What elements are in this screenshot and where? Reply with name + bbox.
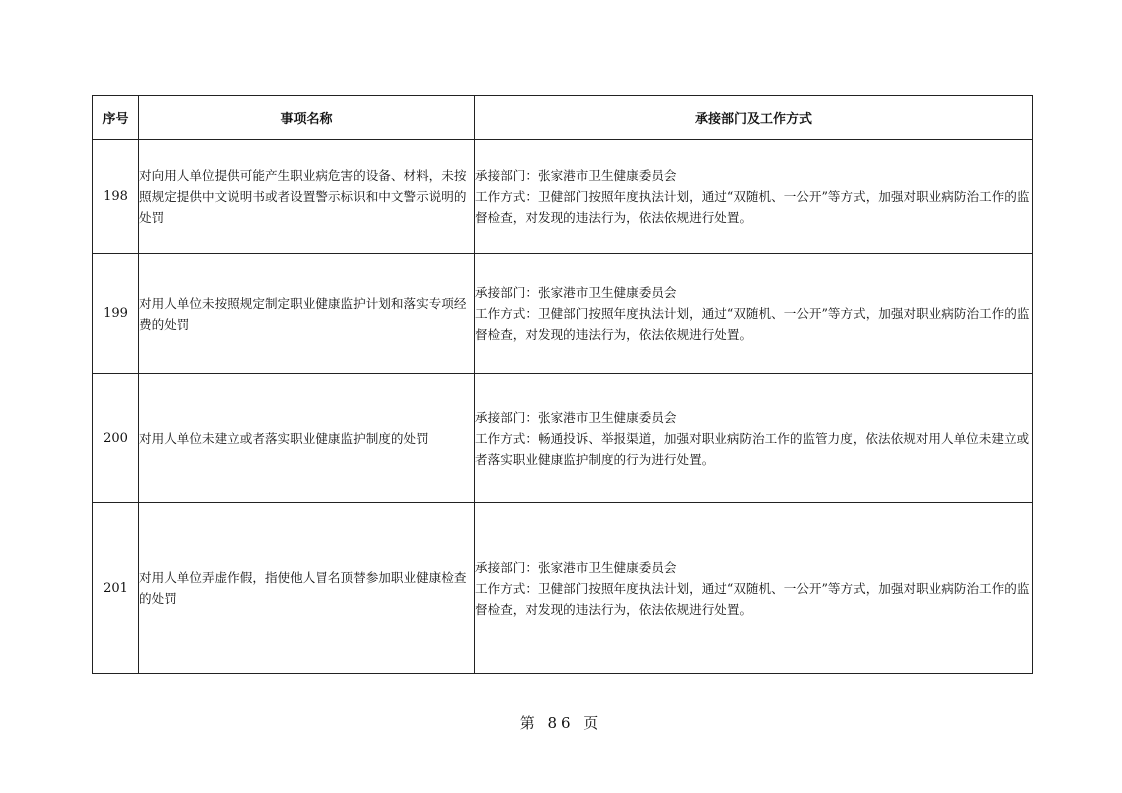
department-method-cell bbox=[475, 374, 1033, 503]
department-method-cell bbox=[475, 140, 1033, 254]
item-name: 对用人单位弄虚作假，指使他人冒名顶替参加职业健康检查的处罚 bbox=[139, 503, 475, 674]
department: 承接部门：张家港市卫生健康委员会 bbox=[475, 409, 677, 425]
department: 承接部门：张家港市卫生健康委员会 bbox=[475, 559, 677, 575]
department-method-cell bbox=[475, 254, 1033, 374]
work-method: 工作方式：卫健部门按照年度执法计划，通过“双随机、一公开”等方式，加强对职业病防治工作的监督检查，对发现的违法行为，依法依规进行处置。 bbox=[475, 580, 1030, 617]
row-number: 198 bbox=[93, 140, 139, 254]
department-method-cell bbox=[475, 503, 1033, 674]
table-row bbox=[93, 254, 1033, 374]
work-method: 工作方式：卫健部门按照年度执法计划，通过“双随机、一公开”等方式，加强对职业病防治工作的监督检查，对发现的违法行为，依法依规进行处置。 bbox=[475, 189, 1030, 225]
table-header-row bbox=[93, 96, 1033, 140]
department: 承接部门：张家港市卫生健康委员会 bbox=[475, 285, 677, 300]
department: 承接部门：张家港市卫生健康委员会 bbox=[475, 168, 677, 183]
work-method: 工作方式：畅通投诉、举报渠道，加强对职业病防治工作的监管力度，依法依规对用人单位未建立或者落实职业健康监护制度的行为进行处置。 bbox=[475, 430, 1030, 467]
page-number: 第 86 页 bbox=[519, 714, 603, 732]
row-number: 199 bbox=[93, 254, 139, 374]
header-department-method: 承接部门及工作方式 bbox=[475, 96, 1033, 140]
row-number: 200 bbox=[93, 374, 139, 503]
table-row bbox=[93, 374, 1033, 503]
header-index: 序号 bbox=[93, 96, 139, 140]
row-number: 201 bbox=[93, 503, 139, 674]
header-item-name: 事项名称 bbox=[139, 96, 475, 140]
item-name: 对向用人单位提供可能产生职业病危害的设备、材料，未按照规定提供中文说明书或者设置警示标识和中文警示说明的处罚 bbox=[139, 140, 475, 254]
item-name: 对用人单位未按照规定制定职业健康监护计划和落实专项经费的处罚 bbox=[139, 254, 475, 374]
table-row bbox=[93, 140, 1033, 254]
item-name: 对用人单位未建立或者落实职业健康监护制度的处罚 bbox=[139, 374, 475, 503]
work-method: 工作方式：卫健部门按照年度执法计划，通过“双随机、一公开”等方式，加强对职业病防治工作的监督检查，对发现的违法行为，依法依规进行处置。 bbox=[475, 306, 1030, 342]
matters-table bbox=[92, 95, 1033, 674]
table-row bbox=[93, 503, 1033, 674]
